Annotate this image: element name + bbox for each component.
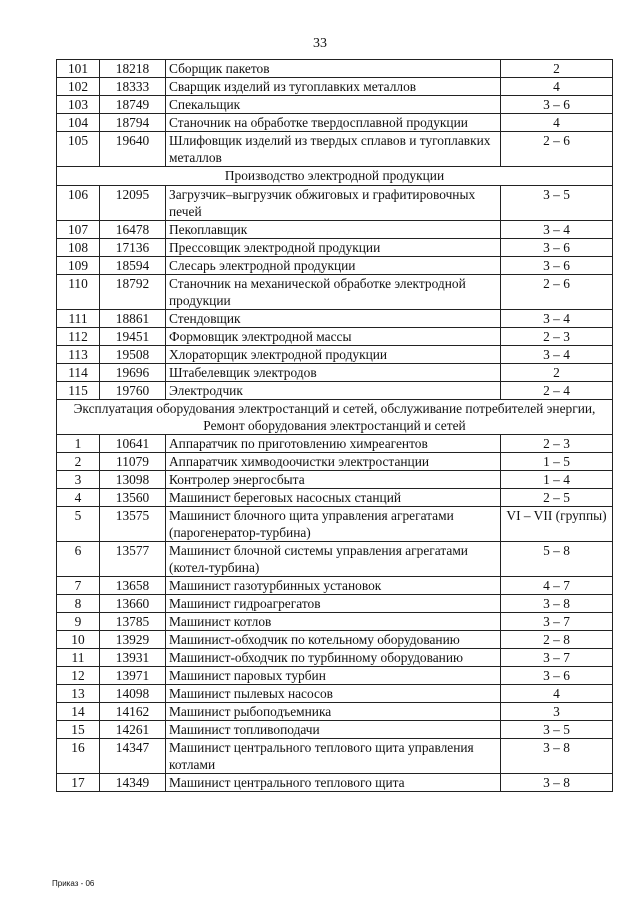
profession-code: 18794 [100, 114, 166, 132]
profession-code: 13660 [100, 595, 166, 613]
table-row [57, 774, 613, 792]
table-row [57, 595, 613, 613]
grade-range: 2 – 8 [501, 631, 613, 649]
grade-range: 3 – 6 [501, 257, 613, 275]
profession-code: 13098 [100, 471, 166, 489]
grade-range: 2 – 5 [501, 489, 613, 507]
profession-name: Стендовщик [166, 310, 501, 328]
row-number: 111 [57, 310, 100, 328]
page-number: 33 [313, 36, 327, 51]
profession-name: Машинист газотурбинных установок [166, 577, 501, 595]
profession-name: Машинист-обходчик по котельному оборудованию [166, 631, 501, 649]
row-number: 105 [57, 132, 100, 167]
profession-code: 10641 [100, 435, 166, 453]
profession-name: Машинист береговых насосных станций [166, 489, 501, 507]
section-title: Производство электродной продукции [57, 167, 613, 186]
profession-code: 18749 [100, 96, 166, 114]
profession-code: 19696 [100, 364, 166, 382]
grade-range: 2 – 3 [501, 435, 613, 453]
table-row [57, 221, 613, 239]
profession-name: Загрузчик–выгрузчик обжиговых и графитировочных печей [166, 186, 501, 221]
profession-name: Станочник на механической обработке электродной продукции [166, 275, 501, 310]
table-row [57, 489, 613, 507]
grade-range: 3 – 6 [501, 667, 613, 685]
profession-code: 14162 [100, 703, 166, 721]
professions-table [56, 59, 613, 792]
row-number: 11 [57, 649, 100, 667]
row-number: 17 [57, 774, 100, 792]
table-row [57, 685, 613, 703]
row-number: 106 [57, 186, 100, 221]
table-row [57, 78, 613, 96]
profession-code: 18861 [100, 310, 166, 328]
table-row [57, 257, 613, 275]
grade-range: 5 – 8 [501, 542, 613, 577]
profession-code: 14261 [100, 721, 166, 739]
profession-name: Машинист гидроагрегатов [166, 595, 501, 613]
grade-range: 2 [501, 364, 613, 382]
profession-name: Машинист центрального теплового щита управления котлами [166, 739, 501, 774]
profession-code: 19508 [100, 346, 166, 364]
row-number: 1 [57, 435, 100, 453]
profession-code: 13785 [100, 613, 166, 631]
table-row [57, 631, 613, 649]
row-number: 6 [57, 542, 100, 577]
section-title: Эксплуатация оборудования электростанций и сетей, обслуживание потребителей энергии, Ремонт оборудования электростанций и сетей [57, 400, 613, 435]
profession-name: Машинист рыбоподъемника [166, 703, 501, 721]
grade-range: 3 – 7 [501, 613, 613, 631]
profession-code: 13577 [100, 542, 166, 577]
profession-code: 16478 [100, 221, 166, 239]
table-row [57, 613, 613, 631]
table-row [57, 60, 613, 78]
profession-name: Формовщик электродной массы [166, 328, 501, 346]
grade-range: 2 – 4 [501, 382, 613, 400]
profession-code: 14347 [100, 739, 166, 774]
profession-name: Штабелевщик электродов [166, 364, 501, 382]
table-row [57, 239, 613, 257]
profession-code: 13971 [100, 667, 166, 685]
profession-code: 19760 [100, 382, 166, 400]
profession-name: Шлифовщик изделий из твердых сплавов и тугоплавких металлов [166, 132, 501, 167]
table-row [57, 346, 613, 364]
grade-range: 3 – 4 [501, 346, 613, 364]
profession-name: Пекоплавщик [166, 221, 501, 239]
row-number: 4 [57, 489, 100, 507]
grade-range: 2 – 3 [501, 328, 613, 346]
row-number: 10 [57, 631, 100, 649]
grade-range: 3 [501, 703, 613, 721]
profession-code: 18594 [100, 257, 166, 275]
table-row [57, 649, 613, 667]
profession-name: Машинист котлов [166, 613, 501, 631]
profession-code: 17136 [100, 239, 166, 257]
row-number: 8 [57, 595, 100, 613]
row-number: 115 [57, 382, 100, 400]
table-row [57, 577, 613, 595]
row-number: 2 [57, 453, 100, 471]
profession-name: Аппаратчик химводоочистки электростанции [166, 453, 501, 471]
grade-range: 4 [501, 78, 613, 96]
table-row [57, 667, 613, 685]
profession-name: Машинист паровых турбин [166, 667, 501, 685]
row-number: 114 [57, 364, 100, 382]
grade-range: VI – VII (группы) [501, 507, 613, 542]
row-number: 5 [57, 507, 100, 542]
table-row [57, 721, 613, 739]
profession-name: Машинист-обходчик по турбинному оборудованию [166, 649, 501, 667]
table-row [57, 382, 613, 400]
table-row [57, 453, 613, 471]
table-row [57, 364, 613, 382]
grade-range: 2 [501, 60, 613, 78]
row-number: 13 [57, 685, 100, 703]
row-number: 108 [57, 239, 100, 257]
table-row [57, 275, 613, 310]
row-number: 110 [57, 275, 100, 310]
table-row [57, 186, 613, 221]
profession-name: Машинист центрального теплового щита [166, 774, 501, 792]
section-row [57, 167, 613, 186]
profession-code: 19451 [100, 328, 166, 346]
table-row [57, 328, 613, 346]
row-number: 109 [57, 257, 100, 275]
profession-name: Хлораторщик электродной продукции [166, 346, 501, 364]
table-row [57, 435, 613, 453]
profession-code: 13560 [100, 489, 166, 507]
grade-range: 3 – 7 [501, 649, 613, 667]
grade-range: 1 – 5 [501, 453, 613, 471]
section-row [57, 400, 613, 435]
profession-name: Сварщик изделий из тугоплавких металлов [166, 78, 501, 96]
profession-code: 12095 [100, 186, 166, 221]
grade-range: 4 – 7 [501, 577, 613, 595]
table-row [57, 310, 613, 328]
table-row [57, 542, 613, 577]
profession-name: Станочник на обработке твердосплавной продукции [166, 114, 501, 132]
table-row [57, 703, 613, 721]
row-number: 3 [57, 471, 100, 489]
table-row [57, 739, 613, 774]
grade-range: 4 [501, 685, 613, 703]
footer-text: Приказ - 06 [52, 879, 95, 888]
profession-code: 13931 [100, 649, 166, 667]
row-number: 9 [57, 613, 100, 631]
profession-name: Машинист топливоподачи [166, 721, 501, 739]
row-number: 7 [57, 577, 100, 595]
profession-name: Сборщик пакетов [166, 60, 501, 78]
row-number: 101 [57, 60, 100, 78]
row-number: 107 [57, 221, 100, 239]
profession-name: Спекальщик [166, 96, 501, 114]
row-number: 103 [57, 96, 100, 114]
profession-name: Контролер энергосбыта [166, 471, 501, 489]
profession-name: Аппаратчик по приготовлению химреагентов [166, 435, 501, 453]
profession-name: Прессовщик электродной продукции [166, 239, 501, 257]
row-number: 102 [57, 78, 100, 96]
grade-range: 3 – 4 [501, 221, 613, 239]
table-row [57, 507, 613, 542]
profession-code: 13658 [100, 577, 166, 595]
row-number: 113 [57, 346, 100, 364]
profession-code: 18792 [100, 275, 166, 310]
profession-code: 18218 [100, 60, 166, 78]
table-row [57, 96, 613, 114]
row-number: 12 [57, 667, 100, 685]
grade-range: 3 – 5 [501, 721, 613, 739]
profession-code: 13575 [100, 507, 166, 542]
row-number: 104 [57, 114, 100, 132]
profession-name: Машинист пылевых насосов [166, 685, 501, 703]
row-number: 112 [57, 328, 100, 346]
profession-code: 14098 [100, 685, 166, 703]
row-number: 16 [57, 739, 100, 774]
profession-name: Машинист блочной системы управления агрегатами (котел-турбина) [166, 542, 501, 577]
grade-range: 2 – 6 [501, 132, 613, 167]
table-row [57, 132, 613, 167]
row-number: 14 [57, 703, 100, 721]
row-number: 15 [57, 721, 100, 739]
grade-range: 3 – 8 [501, 595, 613, 613]
grade-range: 3 – 6 [501, 96, 613, 114]
profession-name: Машинист блочного щита управления агрегатами (парогенератор-турбина) [166, 507, 501, 542]
grade-range: 3 – 8 [501, 774, 613, 792]
profession-name: Слесарь электродной продукции [166, 257, 501, 275]
profession-code: 19640 [100, 132, 166, 167]
grade-range: 3 – 4 [501, 310, 613, 328]
table-row [57, 114, 613, 132]
grade-range: 1 – 4 [501, 471, 613, 489]
grade-range: 3 – 5 [501, 186, 613, 221]
profession-code: 11079 [100, 453, 166, 471]
grade-range: 2 – 6 [501, 275, 613, 310]
profession-code: 14349 [100, 774, 166, 792]
profession-name: Электродчик [166, 382, 501, 400]
grade-range: 3 – 6 [501, 239, 613, 257]
profession-code: 18333 [100, 78, 166, 96]
profession-code: 13929 [100, 631, 166, 649]
grade-range: 3 – 8 [501, 739, 613, 774]
table-row [57, 471, 613, 489]
grade-range: 4 [501, 114, 613, 132]
